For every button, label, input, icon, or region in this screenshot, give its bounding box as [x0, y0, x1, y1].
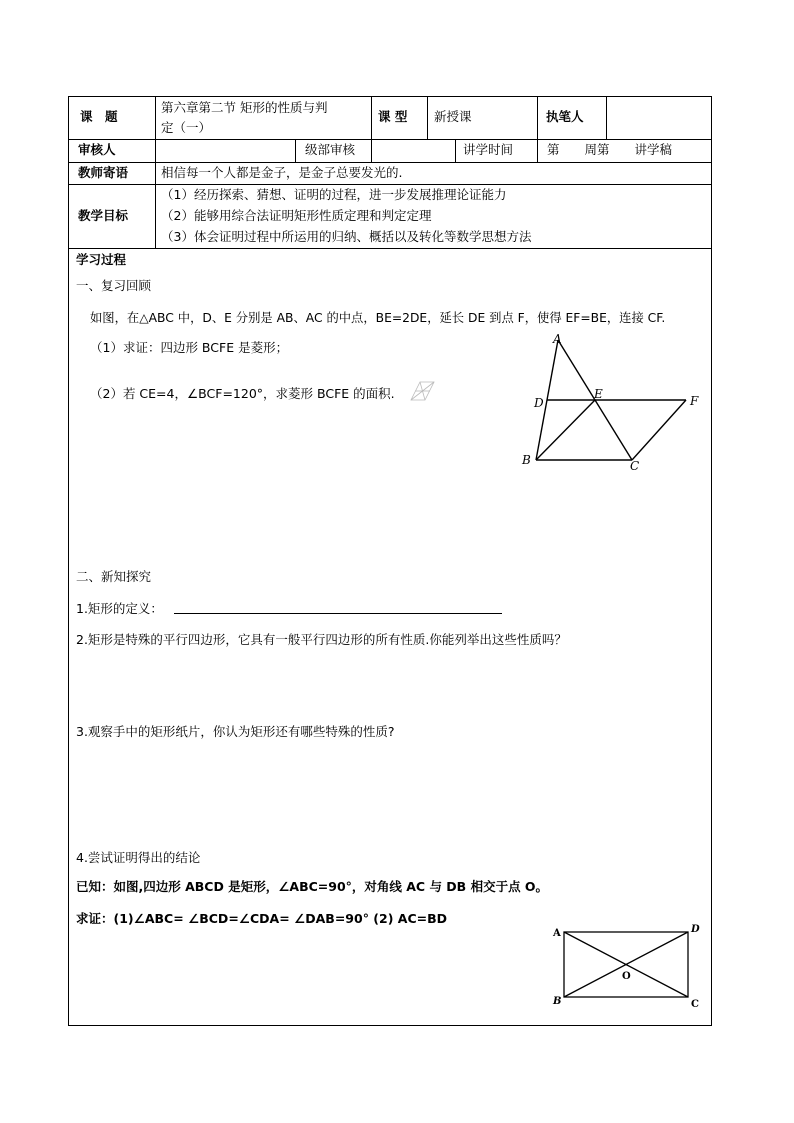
figure1-label-e: E [594, 387, 603, 401]
week-text: 第 周第 讲学稿 [547, 142, 673, 157]
type-label: 课 型 [378, 109, 408, 124]
row-divider [68, 248, 712, 249]
small-sketch-icon [408, 378, 438, 404]
known-statement: 已知：如图,四边形 ABCD 是矩形，∠ABC=90°，对角线 AC 与 DB 相交于点 O。 [76, 879, 549, 894]
prove-statement: 求证：(1)∠ABC= ∠BCD=∠CDA= ∠DAB=90° (2) AC=BD [76, 911, 447, 926]
col-divider [295, 139, 296, 162]
item-3: 3.观察手中的矩形纸片，你认为矩形还有哪些特殊的性质? [76, 724, 395, 739]
col-divider [371, 96, 372, 139]
section1-title: 一、复习回顾 [76, 278, 152, 293]
col-divider [455, 139, 456, 162]
definition-answer-line[interactable] [174, 613, 502, 614]
figure1-label-c: C [630, 459, 640, 473]
message-value: 相信每一个人都是金子，是金子总要发光的. [161, 165, 403, 180]
type-value: 新授课 [434, 109, 472, 124]
col-divider [537, 96, 538, 139]
problem-intro: 如图，在△ABC 中，D、E 分别是 AB、AC 的中点，BE=2DE，延长 DE 到点 F，使得 EF=BE，连接 CF. [90, 311, 666, 325]
row-divider [68, 139, 712, 140]
section2-title: 二、新知探究 [76, 569, 152, 584]
col-divider [606, 96, 607, 139]
goal-item: （2）能够用综合法证明矩形性质定理和判定定理 [161, 208, 432, 223]
grade-review-label: 级部审核 [305, 142, 356, 157]
goal-item: （3）体会证明过程中所运用的归纳、概括以及转化等数学思想方法 [161, 229, 532, 244]
col-divider [155, 96, 156, 248]
topic-value-line2: 定（一） [161, 120, 212, 135]
author-label: 执笔人 [546, 109, 584, 124]
rectangle-diagonals-figure [548, 918, 708, 1010]
question-1: （1）求证：四边形 BCFE 是菱形； [90, 340, 289, 355]
figure2-label-b: B [553, 996, 562, 1007]
process-title: 学习过程 [76, 252, 127, 267]
figure1-label-b: B [522, 453, 531, 467]
figure2-label-a: A [553, 928, 561, 939]
col-divider [371, 139, 372, 162]
topic-value-line1: 第六章第二节 矩形的性质与判 [161, 100, 328, 115]
goals-label: 教学目标 [78, 208, 129, 223]
row-divider [68, 184, 712, 185]
item-2: 2.矩形是特殊的平行四边形，它具有一般平行四边形的所有性质.你能列举出这些性质吗？ [76, 632, 567, 647]
figure1-label-a: A [553, 332, 562, 346]
row-divider [68, 162, 712, 163]
figure2-label-c: C [691, 999, 699, 1010]
figure1-label-f: F [690, 394, 699, 408]
figure2-label-d: D [691, 924, 700, 935]
triangle-rhombus-figure [518, 330, 708, 475]
col-divider [427, 96, 428, 139]
figure1-label-d: D [534, 396, 544, 410]
topic-label: 课 题 [80, 109, 118, 124]
item-1: 1.矩形的定义： [76, 601, 163, 616]
goal-item: （1）经历探索、猜想、证明的过程，进一步发展推理论证能力 [161, 187, 507, 202]
col-divider [537, 139, 538, 162]
figure2-label-o: O [622, 971, 631, 982]
message-label: 教师寄语 [78, 165, 129, 180]
question-2: （2）若 CE=4，∠BCF=120°，求菱形 BCFE 的面积. [90, 386, 395, 401]
reviewer-label: 审核人 [78, 142, 116, 157]
time-label: 讲学时间 [463, 142, 514, 157]
item-4: 4.尝试证明得出的结论 [76, 850, 201, 865]
